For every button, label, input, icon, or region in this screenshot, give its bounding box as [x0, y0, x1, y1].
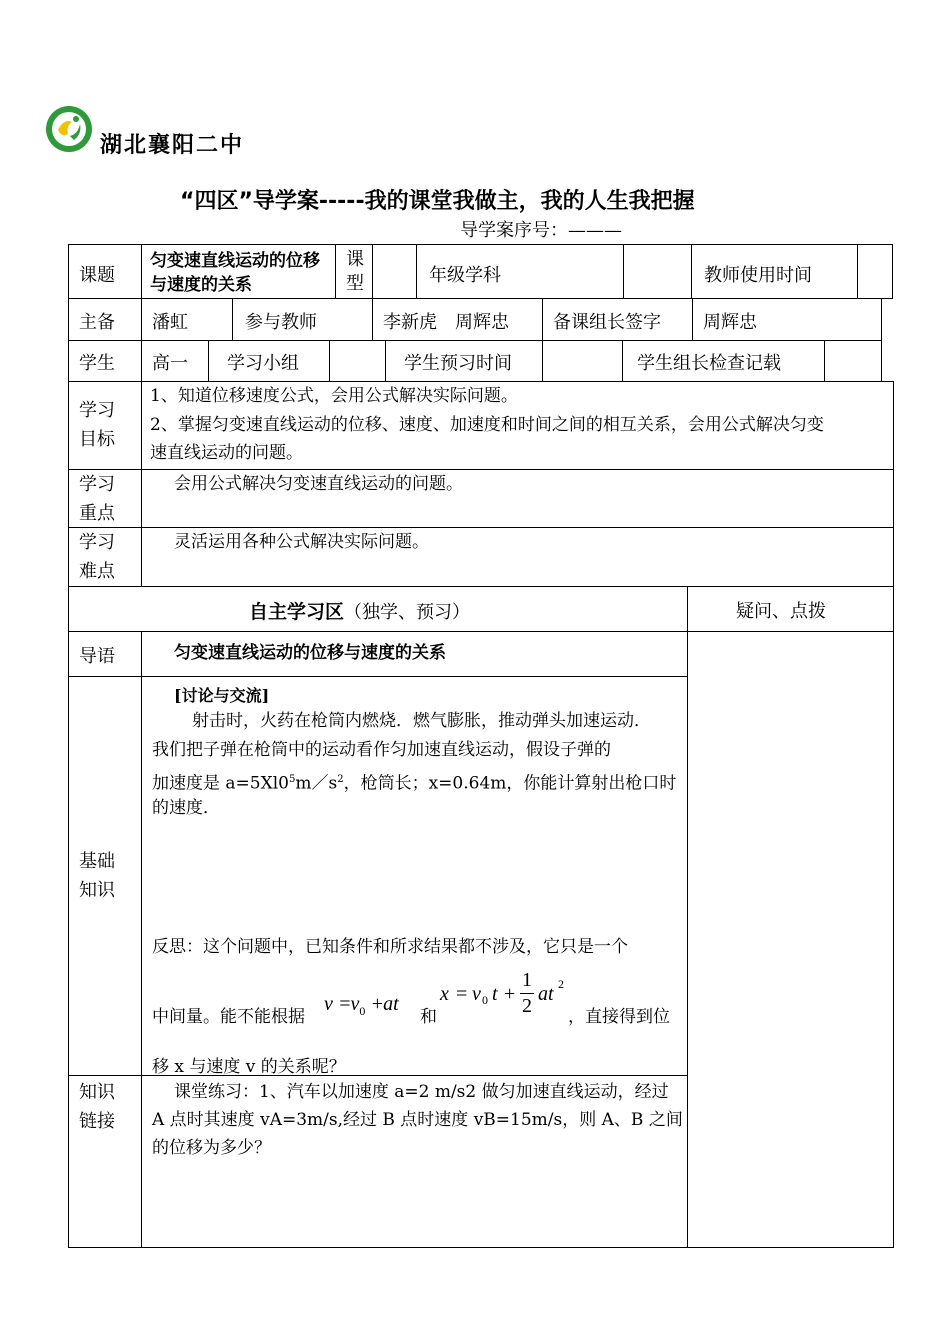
discussion-title: [讨论与交流]	[174, 686, 270, 705]
goal-2-cont: 速直线运动的问题。	[150, 443, 303, 463]
part-value-cell	[372, 298, 543, 341]
main-value-cell	[141, 298, 233, 341]
intro-label: 导语	[79, 646, 115, 667]
type-label-cell	[335, 244, 373, 299]
difficulty-label-cell	[68, 527, 142, 587]
grade-level: 高一	[152, 353, 188, 374]
difficulty-label: 学习难点	[79, 532, 115, 582]
discussion-p1: 射击时，火药在枪筒内燃烧．燃气膨胀，推动弹头加速运动．	[192, 711, 651, 731]
school-emblem-icon	[44, 104, 94, 154]
serial-label: 导学案序号：———	[460, 220, 622, 241]
school-logo	[44, 104, 94, 154]
goal-2: 2、掌握匀变速直线运动的位移、速度、加速度和时间之间的相互关系，会用公式解决匀变	[150, 415, 824, 435]
intro-content-cell	[141, 631, 688, 677]
difficulty-text: 灵活运用各种公式解决实际问题。	[174, 532, 429, 552]
self-study-title: 自主学习区	[249, 601, 345, 623]
key-content-cell	[141, 469, 894, 528]
practice-line1: 课堂练习：1、汽车以加速度 a=2 m/s2 做匀加速直线运动，经过	[174, 1082, 669, 1102]
practice-line3: 的位移为多少？	[152, 1138, 271, 1158]
sign-value-cell	[692, 298, 882, 341]
type-value-cell[interactable]	[372, 244, 417, 299]
link-content-cell	[141, 1075, 688, 1248]
sign-label-cell	[542, 298, 693, 341]
topic-label: 课题	[79, 265, 115, 286]
discussion-p2: 我们把子弹在枪筒中的运动看作匀加速直线运动，假设子弹的	[152, 740, 611, 760]
grade-value-cell[interactable]	[623, 244, 692, 299]
self-study-header	[249, 597, 470, 624]
grade-level-cell	[141, 340, 209, 382]
self-study-header-cell	[68, 586, 688, 632]
topic-value: 匀变速直线运动的位移与速度的关系	[150, 251, 320, 295]
reflection-line1: 反思：这个问题中，已知条件和所求结果都不涉及，它只是一个	[152, 937, 628, 957]
preview-time-label: 学生预习时间	[404, 353, 512, 374]
grade-label-cell	[416, 244, 624, 299]
self-study-subtitle: （独学、预习）	[344, 602, 471, 623]
goals-content-cell	[141, 381, 894, 470]
participating-label: 参与教师	[245, 312, 317, 333]
unit-exponent: 2	[337, 774, 344, 785]
main-teacher: 潘虹	[152, 312, 188, 333]
basic-label-cell	[68, 676, 142, 1076]
sign-label: 备课组长签字	[553, 312, 661, 333]
discussion-p3	[152, 765, 676, 799]
goal-1: 1、知道位移速度公式，会用公式解决实际问题。	[150, 386, 518, 406]
discussion-p4: 的速度．	[152, 798, 220, 818]
formula-velocity: $v =v_0 +at$	[324, 993, 399, 1018]
reflection-and: 和	[420, 1007, 437, 1027]
acceleration-unit: m／s	[295, 773, 338, 794]
check-label-cell	[622, 340, 825, 382]
questions-header: 疑问、点拨	[736, 601, 826, 622]
acceleration-exponent: 5	[288, 774, 296, 785]
type-label: 课型	[346, 249, 364, 294]
questions-header-cell	[687, 586, 894, 632]
grade-subject-label: 年级学科	[429, 265, 501, 286]
barrel-length-text: ，枪筒长；x=0.64m，你能计算射出枪口时	[343, 773, 677, 794]
study-group-label: 学习小组	[227, 353, 299, 374]
group-label-cell	[208, 340, 330, 382]
practice-line2: A 点时其速度 vA=3m/s,经过 B 点时速度 vB=15m/s，则 A、B 之间	[152, 1110, 683, 1130]
part-label-cell	[232, 298, 373, 341]
page-title: “四区”导学案-----我的课堂我做主，我的人生我把握	[180, 189, 695, 214]
acceleration-text: 加速度是 a=5Xl0	[152, 773, 289, 794]
student-label: 学生	[79, 353, 115, 374]
difficulty-content-cell	[141, 527, 894, 587]
topic-value-cell	[141, 244, 336, 299]
preview-label-cell	[385, 340, 543, 382]
key-points-label: 学习重点	[79, 474, 115, 524]
group-leader-name: 周辉忠	[703, 312, 757, 333]
reflection-line2b: ，直接得到位	[568, 1007, 670, 1027]
group-value-cell[interactable]	[329, 340, 386, 382]
goals-label-cell	[68, 381, 142, 470]
key-points-text: 会用公式解决匀变速直线运动的问题。	[174, 474, 463, 494]
time-label-cell	[691, 244, 858, 299]
basic-knowledge-label: 基础知识	[79, 851, 115, 901]
main-label-cell	[68, 298, 142, 341]
check-record-label: 学生组长检查记载	[637, 353, 781, 374]
goals-label: 学习目标	[79, 400, 115, 450]
student-label-cell	[68, 340, 142, 382]
basic-content-cell: [讨论与交流] 射击时，火药在枪筒内燃烧．燃气膨胀，推动弹头加速运动． 我们把子弹在枪筒中的运动看作匀加速直线运动，假设子弹的 加速度是 $a=5Xl0^5m/s^2$，枪筒长；x=0.64m，你能计算射出枪口时 的速度． 反思：这个问题中，已知条件和所求结果都不涉及，它只是一个 中间量。能不能根据 $v =v_0 +at$ 和 x = v 0 t + 1 2 at 2 ，直接得到位 移 x 与速度 v 的关系呢？	[141, 676, 688, 1076]
reflection-line2a: 中间量。能不能根据	[152, 1007, 305, 1027]
link-label-cell	[68, 1075, 142, 1248]
time-value-cell[interactable]	[857, 244, 893, 299]
intro-text: 匀变速直线运动的位移与速度的关系	[174, 643, 446, 663]
questions-area[interactable]	[687, 631, 894, 1248]
intro-label-cell	[68, 631, 142, 677]
topic-label-cell	[68, 244, 142, 299]
key-label-cell	[68, 469, 142, 528]
reflection-line3: 移 x 与速度 v 的关系呢？	[152, 1057, 346, 1077]
knowledge-link-label: 知识链接	[79, 1082, 115, 1132]
check-value-cell[interactable]	[824, 340, 882, 382]
main-label: 主备	[79, 312, 115, 333]
logo-text: 湖北襄阳二中	[100, 133, 245, 158]
participating-teachers: 李新虎 周辉忠	[383, 312, 509, 333]
preview-value-cell[interactable]	[542, 340, 623, 382]
teacher-time-label: 教师使用时间	[704, 265, 812, 286]
